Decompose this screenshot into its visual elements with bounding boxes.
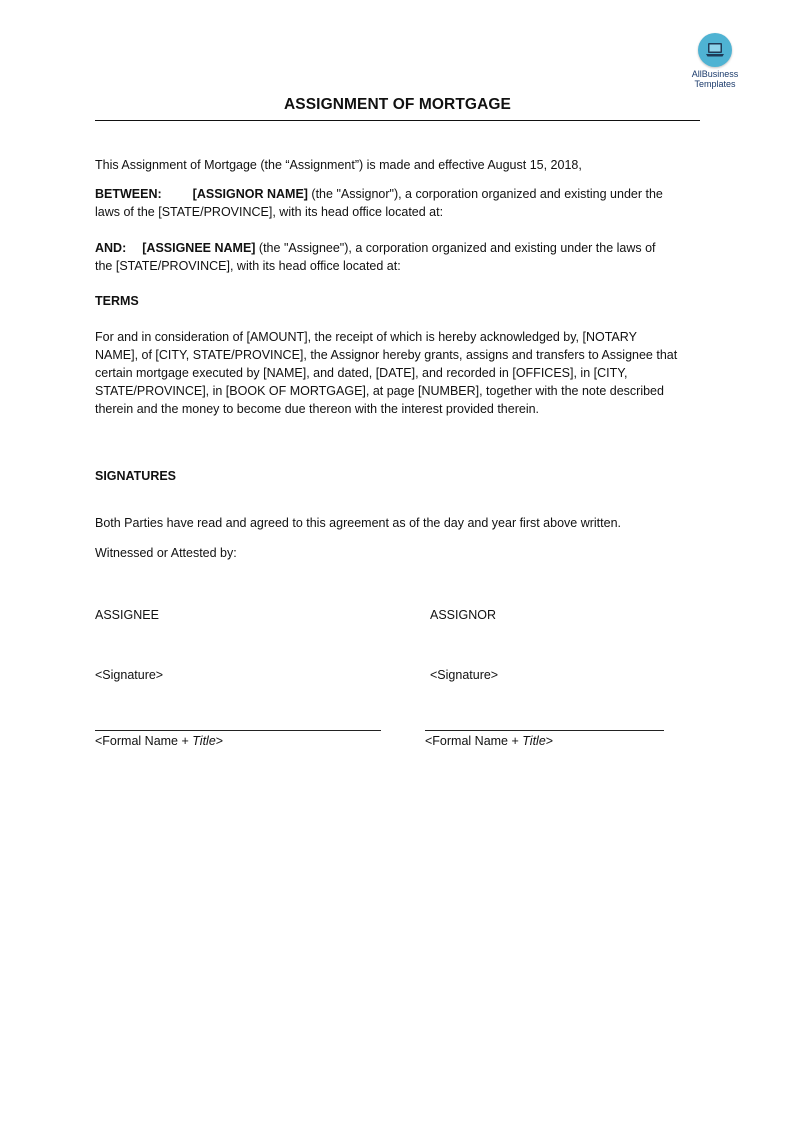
laptop-icon [698, 33, 732, 67]
logo-text-line2: Templates [694, 79, 736, 89]
logo-text-line1: AllBusiness [691, 69, 739, 79]
between-label: BETWEEN: [95, 187, 162, 201]
assignee-formal-close: > [215, 734, 224, 748]
witnessed-statement: Witnessed or Attested by: [95, 546, 237, 560]
assignor-formal-name-text: <Formal Name + [425, 734, 523, 748]
document-title: ASSIGNMENT OF MORTGAGE [284, 96, 511, 113]
between-text-line1: (the "Assignor"), a corporation organized and existing under the [307, 187, 663, 201]
logo-text [688, 69, 742, 89]
terms-heading: TERMS [95, 294, 139, 308]
terms-line: certain mortgage executed by [NAME], and dated, [DATE], and recorded in [OFFICES], in [CITY, [95, 366, 628, 380]
terms-paragraph [95, 328, 705, 418]
and-text-line2: the [STATE/PROVINCE], with its head office located at: [95, 259, 401, 273]
terms-line: NAME], of [CITY, STATE/PROVINCE], the Assignor hereby grants, assigns and transfers to Assignee that [95, 348, 678, 362]
and-text-line1: (the "Assignee"), a corporation organized and existing under the laws of [255, 241, 656, 255]
assignee-formal-name-text: <Formal Name + [95, 734, 193, 748]
terms-line: STATE/PROVINCE], in [BOOK OF MORTGAGE], at page [NUMBER], together with the note described [95, 384, 664, 398]
agreement-statement: Both Parties have read and agreed to this agreement as of the day and year first above written. [95, 516, 622, 530]
assignee-name-placeholder: [ASSIGNEE NAME] [142, 241, 256, 255]
between-text-line2: laws of the [STATE/PROVINCE], with its head office located at: [95, 205, 444, 219]
assignee-signature-line [95, 730, 381, 731]
assignee-title-word: Title [192, 734, 216, 748]
assignor-formal-close: > [545, 734, 554, 748]
terms-line: therein and the money to become due thereon with the interest provided therein. [95, 402, 540, 416]
assignee-label: ASSIGNEE [95, 608, 159, 622]
terms-line: For and in consideration of [AMOUNT], the receipt of which is hereby acknowledged by, [NOTARY [95, 330, 637, 344]
assignor-label: ASSIGNOR [430, 608, 496, 622]
assignor-title-word: Title [522, 734, 546, 748]
intro-paragraph: This Assignment of Mortgage (the “Assignment”) is made and effective August 15, 2018, [95, 158, 582, 172]
assignee-formal-name [95, 732, 223, 750]
between-paragraph [95, 185, 701, 221]
assignor-name-placeholder: [ASSIGNOR NAME] [192, 187, 308, 201]
assignor-signature-placeholder: <Signature> [430, 668, 499, 682]
title-underline [95, 120, 700, 121]
and-label: AND: [95, 241, 127, 255]
allbusiness-logo [688, 33, 742, 89]
signatures-heading: SIGNATURES [95, 469, 177, 483]
assignor-signature-line [425, 730, 664, 731]
and-paragraph [95, 239, 701, 275]
assignor-formal-name [425, 732, 553, 750]
assignee-signature-placeholder: <Signature> [95, 668, 164, 682]
